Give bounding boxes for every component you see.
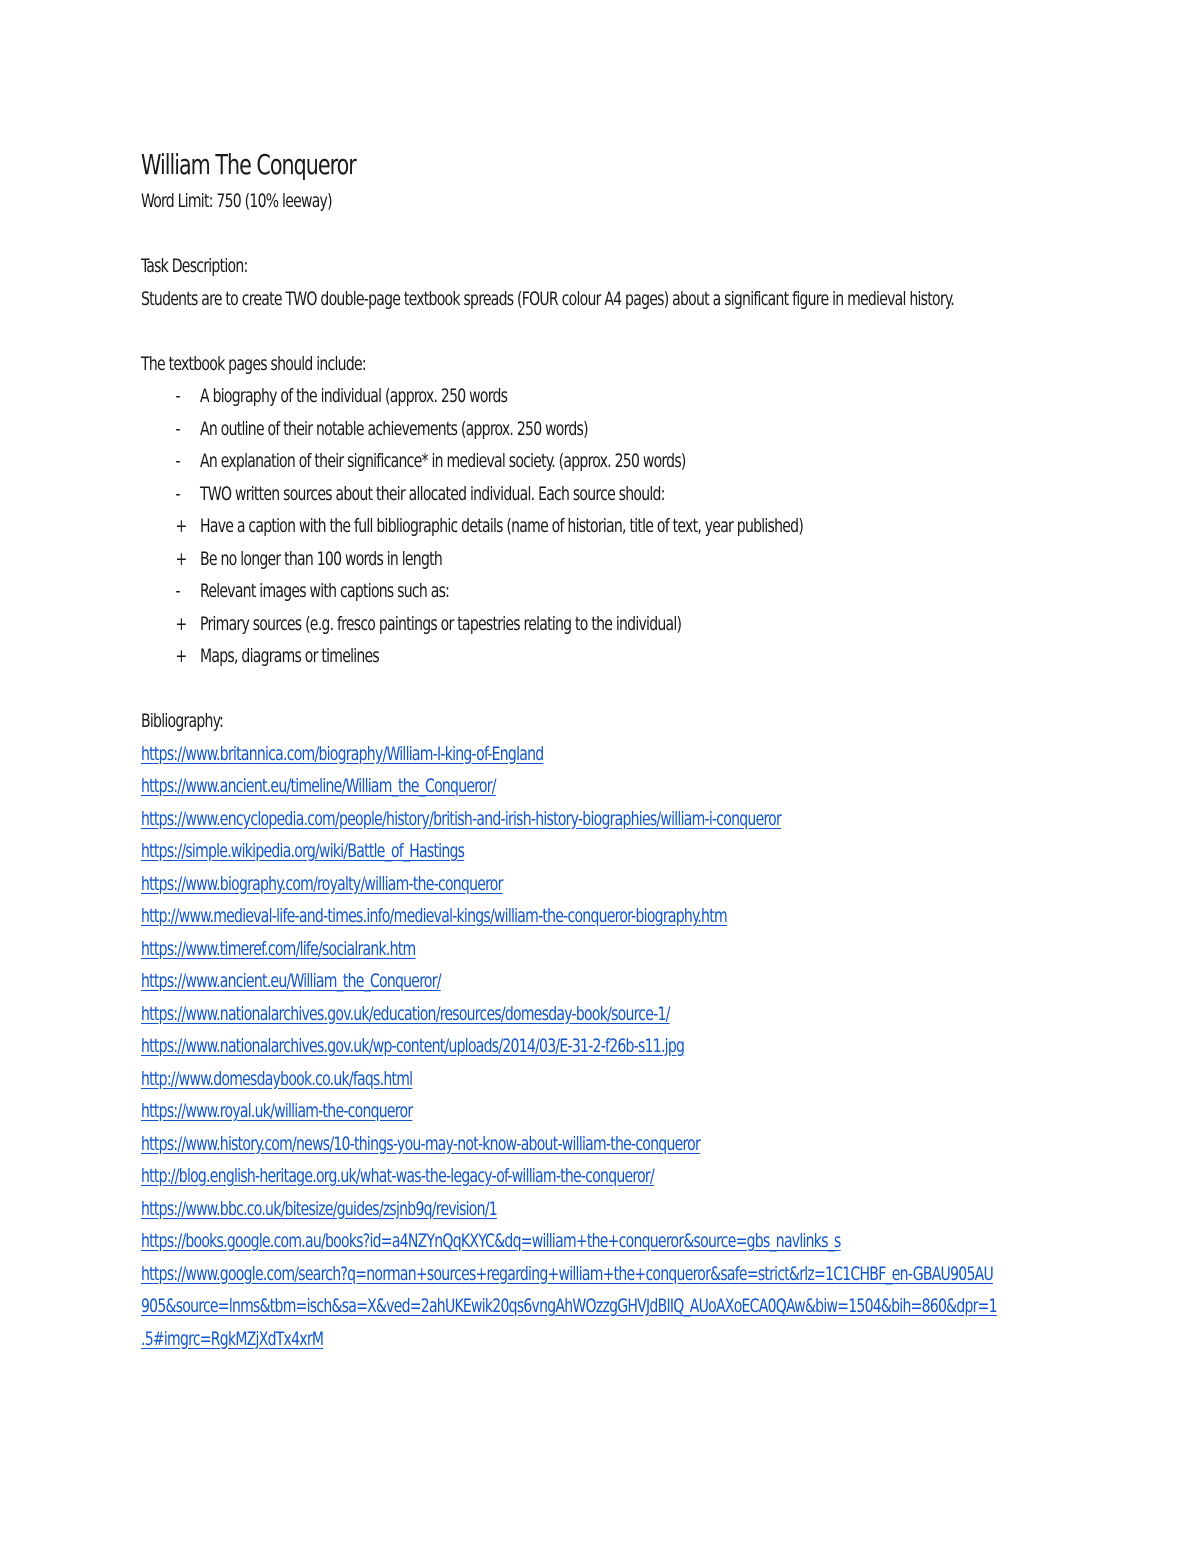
bibliography-link[interactable]: https://www.history.com/news/10-things-you-may-not-know-about-william-the-conqueror [141,1132,701,1155]
bibliography-link-long[interactable]: .5#imgrc=RgkMZjXdTx4xrM [141,1327,324,1350]
list-item-text: A biography of the individual (approx. 250 words [200,385,508,407]
list-item-text: TWO written sources about their allocated individual. Each source should: [200,482,665,505]
bibliography-link-long[interactable]: https://www.google.com/search?q=norman+sources+regarding+william+the+conqueror&safe=strict&rlz=1C1CHBF_en-GBAU905AU [141,1262,993,1285]
bullet-marker: - [175,482,180,505]
document-page [141,145,1071,1355]
list-item [141,575,904,608]
list-item-text: Relevant images with captions such as: [200,580,450,602]
bibliography-link[interactable]: https://www.nationalarchives.gov.uk/wp-content/uploads/2014/03/E-31-2-f26b-s11.jpg [141,1035,685,1057]
list-item [141,380,904,413]
bibliography-link[interactable]: https://simple.wikipedia.org/wiki/Battle_of_Hastings [141,840,465,862]
bibliography-heading: Bibliography: [141,710,224,732]
list-item [141,608,904,641]
bibliography-link[interactable]: https://www.encyclopedia.com/people/history/british-and-irish-history-biographies/william-i-conqueror [141,807,781,830]
list-item-text: Primary sources (e.g. fresco paintings or tapestries relating to the individual) [200,612,682,635]
bibliography-link[interactable]: https://www.ancient.eu/William_the_Conqueror/ [141,970,441,992]
bibliography-link[interactable]: https://www.timeref.com/life/socialrank.htm [141,937,416,960]
bibliography-link[interactable]: https://www.ancient.eu/timeline/William_the_Conqueror/ [141,775,496,797]
list-item [141,510,904,543]
bibliography-link[interactable]: https://www.biography.com/royalty/william-the-conqueror [141,872,503,895]
list-item-text: Maps, diagrams or timelines [200,645,380,667]
list-item-text: Have a caption with the full bibliographic details (name of historian, title of text, year published) [200,515,804,537]
list-item-text: An outline of their notable achievements (approx. 250 words) [200,417,588,440]
bibliography-link[interactable]: https://www.britannica.com/biography/William-I-king-of-England [141,742,544,765]
bullet-marker: - [175,385,180,407]
bibliography-link[interactable]: https://books.google.com.au/books?id=a4NZYnQqKXYC&dq=william+the+conqueror&source=gbs_navlinks_s [141,1230,841,1252]
task-heading: Task Description: [141,255,248,277]
bibliography-link[interactable]: http://www.domesdaybook.co.uk/faqs.html [141,1067,413,1090]
spacer [141,218,1071,251]
bullet-marker: + [175,612,187,635]
task-text: Students are to create TWO double-page textbook spreads (FOUR colour A4 pages) about a significant figure in medieval history. [141,287,954,310]
list-item [141,478,904,511]
bibliography-link[interactable]: https://www.nationalarchives.gov.uk/education/resources/domesday-book/source-1/ [141,1002,670,1025]
bibliography-link-long[interactable]: 905&source=lnms&tbm=isch&sa=X&ved=2ahUKEwik20qs6vngAhWOzzgGHVJdBIIQ_AUoAXoECA0QAw&biw=1504&bih=860&dpr=1 [141,1295,997,1317]
bullet-marker: - [175,417,180,440]
bibliography-link[interactable]: https://www.royal.uk/william-the-conqueror [141,1100,413,1122]
spacer [141,315,1071,348]
bibliography-link[interactable]: http://www.medieval-life-and-times.info/medieval-kings/william-the-conqueror-biography.htm [141,905,727,927]
list-item [141,413,904,446]
include-heading: The textbook pages should include: [141,352,366,375]
bullet-marker: + [175,515,187,537]
list-item [141,640,904,673]
list-item [141,543,904,576]
page-title: William The Conqueror [141,148,356,181]
bibliography-links [141,738,1071,1356]
requirements-list [141,380,1071,673]
word-limit: Word Limit: 750 (10% leeway) [141,190,332,212]
bullet-marker: + [175,645,187,667]
bibliography-link[interactable]: https://www.bbc.co.uk/bitesize/guides/zsjnb9q/revision/1 [141,1197,497,1220]
list-item [141,445,904,478]
bullet-marker: - [175,580,180,602]
list-item-text: An explanation of their significance* in medieval society. (approx. 250 words) [200,450,686,472]
spacer [141,673,1071,706]
bullet-marker: + [175,547,187,570]
bibliography-link[interactable]: http://blog.english-heritage.org.uk/what-was-the-legacy-of-william-the-conqueror/ [141,1165,654,1187]
list-item-text: Be no longer than 100 words in length [200,547,443,570]
bullet-marker: - [175,450,180,472]
